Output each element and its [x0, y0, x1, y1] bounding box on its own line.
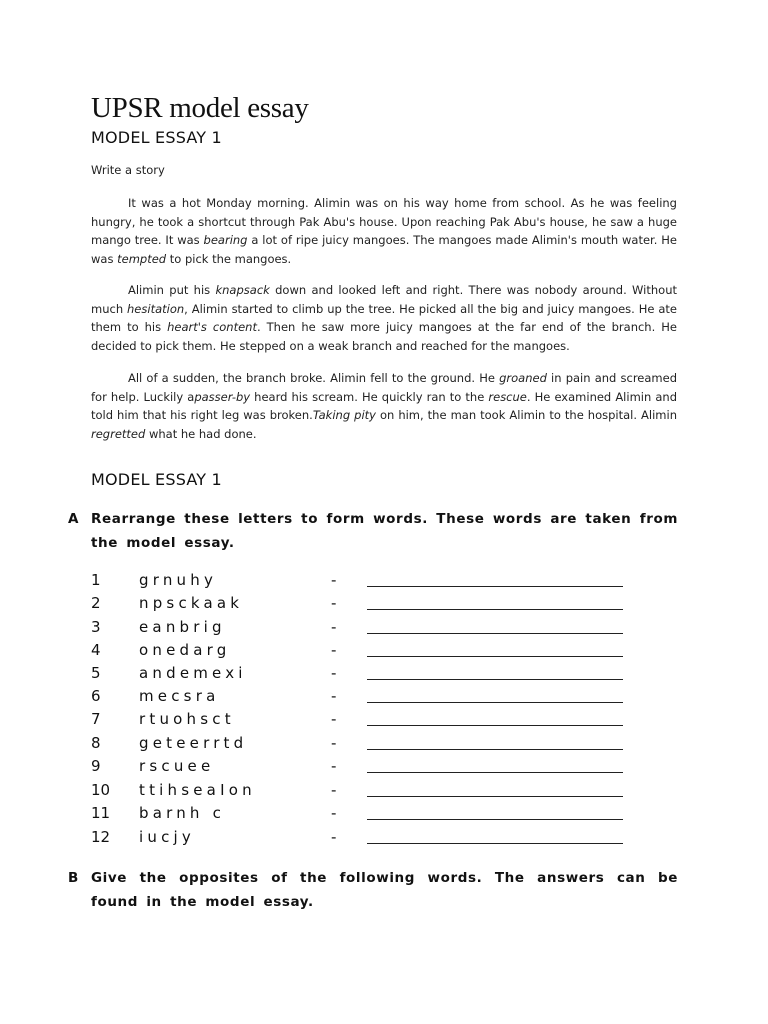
item-dash: -	[331, 828, 337, 846]
item-number: 1	[91, 571, 101, 589]
rearrange-item	[0, 710, 768, 732]
rearrange-item	[0, 664, 768, 686]
emphasized-word: groaned	[499, 371, 547, 385]
emphasized-word: rescue	[488, 389, 527, 404]
item-number: 3	[91, 618, 101, 636]
answer-blank-line[interactable]	[367, 725, 623, 726]
rearrange-item	[0, 618, 768, 640]
paragraph-text: to pick the mangoes.	[166, 251, 292, 266]
emphasized-word: bearing	[203, 233, 248, 247]
rearrange-item	[0, 594, 768, 616]
section-b-instruction	[68, 866, 678, 914]
rearrange-item	[0, 757, 768, 779]
answer-blank-line[interactable]	[367, 749, 623, 750]
paragraph-text: heard his scream. He quickly ran to the	[250, 389, 489, 404]
item-dash: -	[331, 687, 337, 705]
essay-prompt: Write a story	[91, 163, 165, 177]
section-b-letter: B	[68, 870, 79, 886]
paragraph-text: . Then he saw more juicy mangoes at the far end of the branch. He decided to pick them. He stepped on a weak branch and reached for the mangoes.	[91, 320, 677, 353]
rearrange-item	[0, 571, 768, 593]
scrambled-letters: grnuhy	[139, 571, 218, 589]
rearrange-item	[0, 734, 768, 756]
paragraph-text: what he had done.	[145, 426, 257, 441]
paragraph-text: It was a hot Monday morning. Alimin was on his way home from school. As he was feeling hungry, he took a shortcut through Pak Abu's house. Upon reaching Pak Abu's house, he saw a huge mango tree. It was	[91, 196, 677, 247]
emphasized-word: hesitation	[127, 301, 185, 316]
paragraph-text: a lot of ripe juicy mangoes. The mangoes made Alimin's mouth water. He was	[91, 233, 677, 266]
rearrange-item	[0, 641, 768, 663]
scrambled-letters: barnh c	[139, 804, 226, 822]
section-b-text: Give the opposites of the following words. The answers can be found in the model essay.	[91, 870, 678, 910]
item-number: 11	[91, 804, 111, 822]
answer-blank-line[interactable]	[367, 796, 623, 797]
answer-blank-line[interactable]	[367, 702, 623, 703]
item-number: 8	[91, 734, 101, 752]
scrambled-letters: geteerrtd	[139, 734, 248, 752]
scrambled-letters: iucjy	[139, 828, 195, 846]
scrambled-letters: eanbrig	[139, 618, 226, 636]
item-number: 10	[91, 781, 111, 799]
exercise-heading: MODEL ESSAY 1	[91, 470, 222, 489]
scrambled-letters: onedarg	[139, 641, 231, 659]
answer-blank-line[interactable]	[367, 633, 623, 634]
paragraph-text: in pain and screamed for help. Luckily a	[91, 371, 677, 404]
item-number: 9	[91, 757, 101, 775]
item-number: 12	[91, 828, 111, 846]
paragraph-text: . He examined Alimin and told him that his right leg was broken.	[91, 389, 677, 422]
paragraph-text: down and looked left and right. There was nobody around. Without much	[91, 283, 678, 316]
answer-blank-line[interactable]	[367, 656, 623, 657]
item-number: 7	[91, 710, 101, 728]
page-title: UPSR model essay	[91, 92, 309, 124]
emphasized-word: tempted	[117, 251, 167, 266]
item-dash: -	[331, 664, 337, 682]
scrambled-letters: npsckaak	[139, 594, 244, 612]
emphasized-word: passer-by	[194, 389, 251, 404]
emphasized-word: regretted	[91, 426, 146, 441]
rearrange-item	[0, 828, 768, 850]
answer-blank-line[interactable]	[367, 843, 623, 844]
answer-blank-line[interactable]	[367, 679, 623, 680]
section-a-text: Rearrange these letters to form words. These words are taken from the model essay.	[91, 511, 678, 551]
section-a-letter: A	[68, 511, 79, 527]
paragraph-text: Alimin put his	[128, 283, 216, 297]
item-number: 4	[91, 641, 101, 659]
paragraph-text: All of a sudden, the branch broke. Alimin fell to the ground. He	[128, 371, 500, 385]
item-dash: -	[331, 618, 337, 636]
item-number: 6	[91, 687, 101, 705]
item-number: 2	[91, 594, 101, 612]
item-number: 5	[91, 664, 101, 682]
item-dash: -	[331, 781, 337, 799]
essay-paragraph-3	[91, 369, 677, 443]
section-a-instruction	[68, 507, 678, 555]
essay-paragraph-2	[91, 281, 677, 355]
rearrange-item	[0, 781, 768, 803]
paragraph-text: , Alimin started to climb up the tree. He picked all the big and juicy mangoes. He ate them to his	[91, 301, 677, 334]
item-dash: -	[331, 571, 337, 589]
scrambled-letters: ttihseaIon	[139, 781, 256, 799]
item-dash: -	[331, 734, 337, 752]
scrambled-letters: andemexi	[139, 664, 247, 682]
essay-heading: MODEL ESSAY 1	[91, 128, 222, 147]
emphasized-word: knapsack	[215, 283, 270, 297]
emphasized-word: heart's content	[167, 320, 257, 334]
answer-blank-line[interactable]	[367, 586, 623, 587]
essay-paragraph-1	[91, 194, 677, 268]
scrambled-letters: mecsra	[139, 687, 220, 705]
paragraph-text: on him, the man took Alimin to the hospital. Alimin	[375, 408, 677, 422]
rearrange-item	[0, 804, 768, 826]
item-dash: -	[331, 710, 337, 728]
item-dash: -	[331, 594, 337, 612]
scrambled-letters: rtuohsct	[139, 710, 235, 728]
scrambled-letters: rscuee	[139, 757, 215, 775]
item-dash: -	[331, 641, 337, 659]
rearrange-item	[0, 687, 768, 709]
answer-blank-line[interactable]	[367, 819, 623, 820]
item-dash: -	[331, 804, 337, 822]
emphasized-word: Taking pity	[312, 408, 376, 422]
answer-blank-line[interactable]	[367, 772, 623, 773]
item-dash: -	[331, 757, 337, 775]
answer-blank-line[interactable]	[367, 609, 623, 610]
